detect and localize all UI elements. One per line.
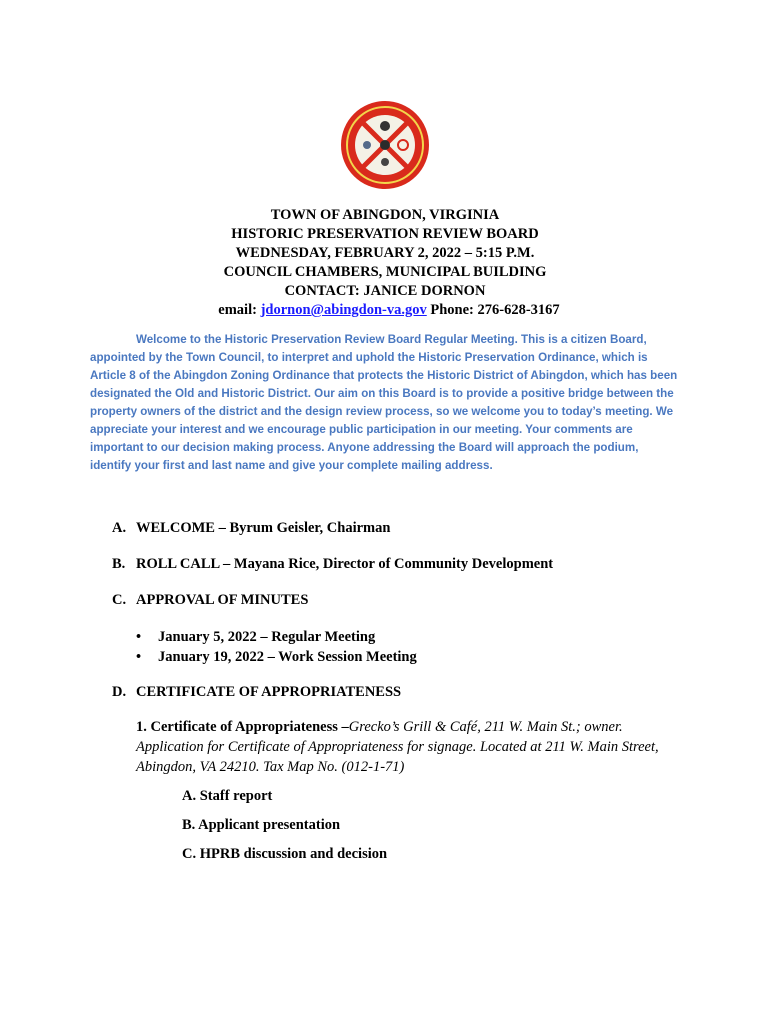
agenda-item-minutes — [112, 592, 308, 609]
contact-name: CONTACT: JANICE DORNON — [284, 283, 486, 299]
coa-description: Grecko’s Grill & Café, 211 W. Main St.; owner. Application for Certificate of Appropriateness for signage. Located at 211 W. Main Street, Abingdon, VA 24210. Tax Map No. (012-1-71) — [136, 719, 659, 775]
board-title: HISTORIC PRESERVATION REVIEW BOARD — [231, 226, 539, 242]
phone: Phone: 276-628-3167 — [430, 302, 560, 318]
agenda-item-coa — [112, 684, 401, 701]
minutes-list — [136, 627, 417, 667]
meeting-date: WEDNESDAY, FEBRUARY 2, 2022 – 5:15 P.M. — [235, 245, 535, 261]
bullet-icon: • — [136, 629, 142, 645]
agenda-item-welcome — [112, 520, 390, 537]
agenda-letter: A. — [112, 520, 127, 536]
agenda-text: WELCOME – Byrum Geisler, Chairman — [136, 520, 391, 536]
bullet-icon: • — [136, 649, 142, 665]
list-item: • January 5, 2022 – Regular Meeting — [136, 629, 376, 645]
meeting-location: COUNCIL CHAMBERS, MUNICIPAL BUILDING — [223, 264, 547, 280]
welcome-paragraph — [90, 331, 682, 475]
step-hprb-decision: C. HPRB discussion and decision — [182, 846, 388, 862]
agenda-letter: D. — [112, 684, 127, 700]
agenda-letter: B. — [112, 556, 126, 572]
coa-label: 1. Certificate of Appropriateness – — [136, 719, 349, 735]
agenda-letter: C. — [112, 592, 127, 608]
email-label: email: — [218, 302, 257, 318]
list-item: • January 19, 2022 – Work Session Meeting — [136, 649, 417, 665]
welcome-text: Welcome to the Historic Preservation Review Board Regular Meeting. This is a citizen Board, appointed by the Town Council, to interpret and uphold the Historic Preservation Ordinance, which is Article 8 of the Abingdon Zoning Ordinance that protects the Historic District of Abingdon, which has been designated the Old and Historic District. Our aim on this Board is to provide a positive bridge between the property owners of the district and the design review process, so we welcome you to today’s meeting. We appreciate your interest and we encourage public participation in our meeting. Your comments are important to our decision making process. Anyone addressing the Board will approach the podium, identify your first and last name and give your complete mailing address. — [90, 333, 678, 472]
coa-application — [136, 717, 676, 777]
town-seal — [337, 100, 433, 190]
agenda-item-roll-call — [112, 556, 553, 573]
step-staff-report: A. Staff report — [182, 788, 273, 804]
agenda-text: ROLL CALL – Mayana Rice, Director of Community Development — [136, 556, 554, 572]
email-link[interactable]: jdornon@abingdon-va.gov — [260, 302, 427, 318]
contact-line — [8, 301, 770, 320]
meeting-header — [0, 206, 770, 320]
agenda-text: CERTIFICATE OF APPROPRIATENESS — [136, 684, 402, 700]
town-title: TOWN OF ABINGDON, VIRGINIA — [270, 207, 500, 223]
step-applicant-presentation: B. Applicant presentation — [182, 817, 341, 833]
agenda-text: APPROVAL OF MINUTES — [136, 592, 309, 608]
